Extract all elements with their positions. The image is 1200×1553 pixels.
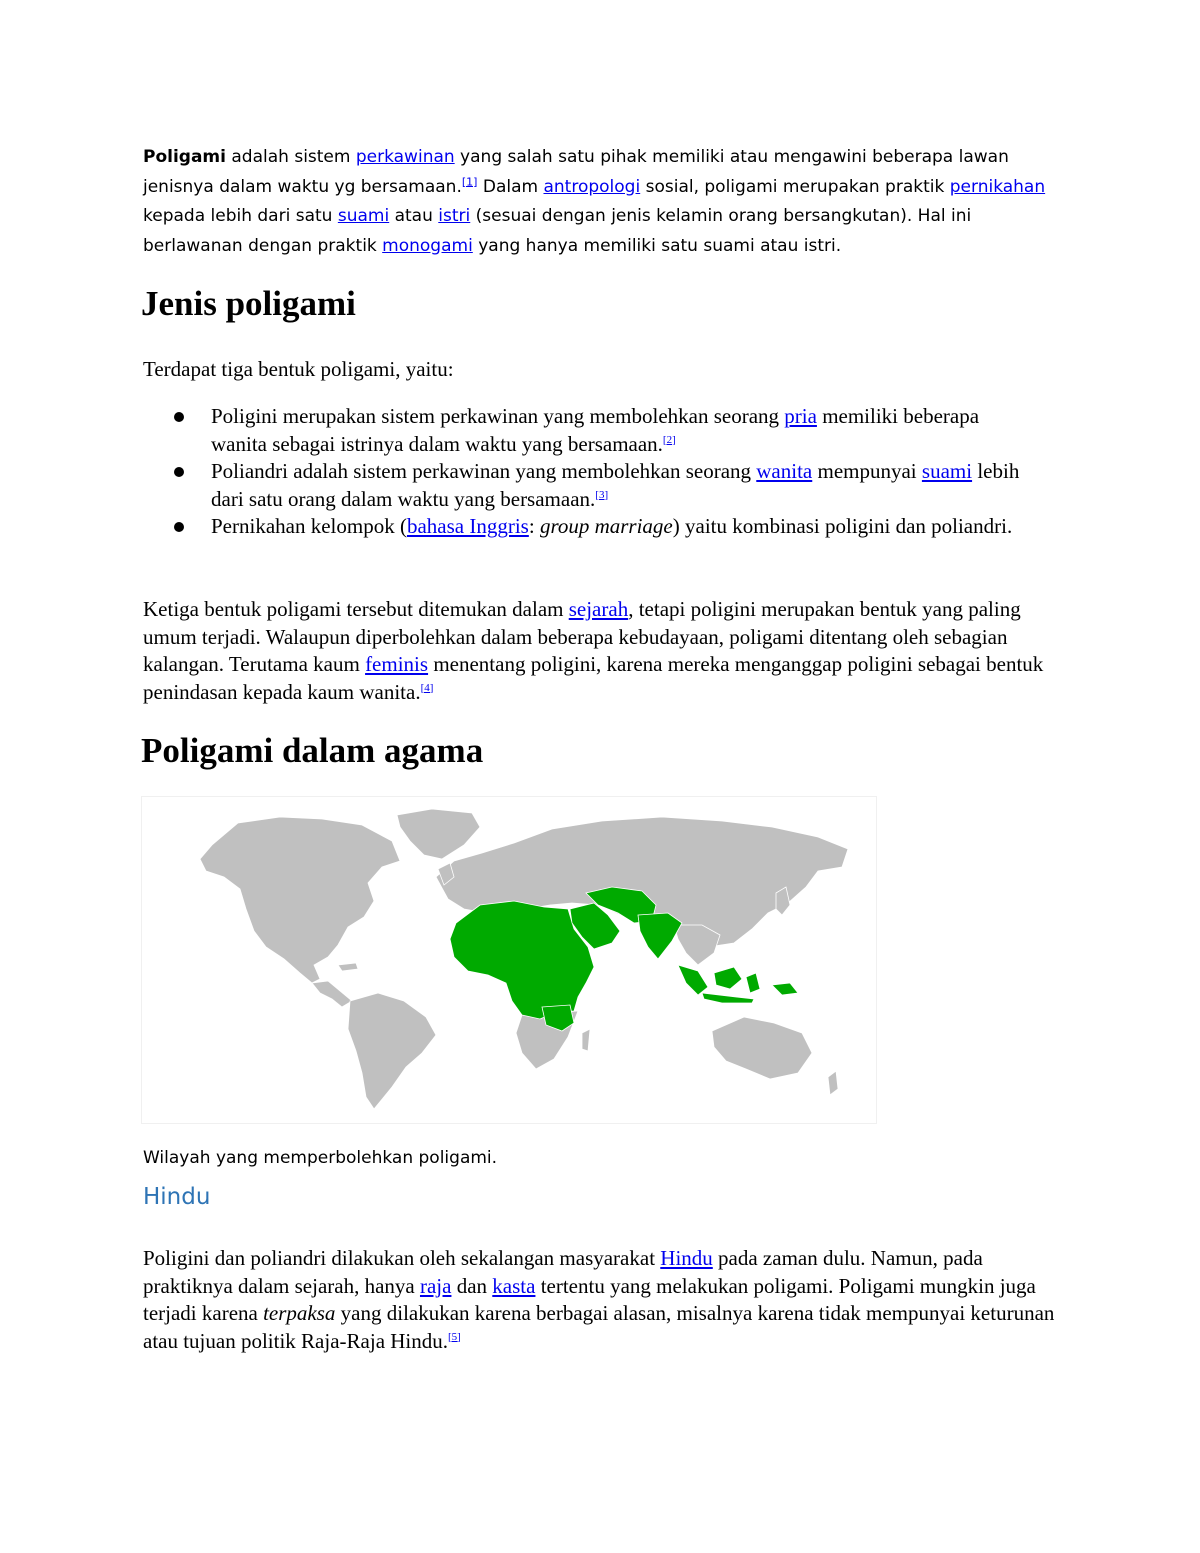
list-item (143, 458, 1023, 513)
intro-text: yang salah satu pihak memiliki atau mengawini beberapa lawan jenisnya dalam waktu yg bersamaan. (143, 147, 1009, 197)
list-text: Pernikahan kelompok ( (211, 514, 407, 538)
intro-text: kepada lebih dari satu (143, 206, 338, 226)
greenland-shape (397, 809, 480, 859)
indonesia-polygamy-shape (678, 965, 708, 995)
bullet-icon (174, 467, 184, 477)
intro-text: Dalam (477, 176, 544, 197)
list-item (143, 403, 1023, 458)
intro-text: yang hanya memiliki satu suami atau istri. (472, 235, 842, 256)
intro-bold-term: Poligami (143, 147, 226, 167)
link-antropologi[interactable]: antropologi (543, 176, 641, 197)
para-text: menentang poligini, karena mereka menganggap poligini sebagai bentuk penindasan kepada kaum wanita. (143, 652, 1044, 704)
link-perkawinan[interactable]: perkawinan (355, 147, 455, 167)
link-hindu[interactable]: Hindu (660, 1246, 713, 1270)
link-suami[interactable]: suami (337, 206, 390, 226)
list-text: Poliandri adalah sistem perkawinan yang membolehkan seorang (211, 459, 757, 483)
south-america-shape (348, 993, 436, 1109)
link-istri[interactable]: istri (438, 206, 471, 226)
ref-5-link[interactable]: [5] (448, 1330, 461, 1343)
italic-term: group marriage (539, 514, 673, 538)
link-feminis[interactable]: feminis (365, 652, 429, 676)
link-bahasa-inggris[interactable]: bahasa Inggris (406, 514, 529, 538)
ref-3-link[interactable]: [3] (595, 488, 609, 501)
italic-term: terpaksa (263, 1301, 336, 1325)
jenis-intro-paragraph: Terdapat tiga bentuk poligami, yaitu: (143, 357, 454, 381)
ketiga-paragraph (143, 596, 1073, 706)
link-pernikahan[interactable]: pernikahan (949, 176, 1046, 197)
intro-text: atau (389, 206, 439, 226)
list-text: lebih dari satu orang dalam waktu yang bersamaan. (211, 459, 1020, 511)
para-text: , tetapi poligini merupakan bentuk yang paling umum terjadi. Walaupun diperbolehkan dalam beberapa kebudayaan, poligami ditentang oleh sebagian kalangan. Terutama kaum (143, 597, 1021, 676)
intro-text: adalah sistem (225, 147, 356, 167)
world-map (142, 797, 876, 1123)
link-kasta[interactable]: kasta (492, 1273, 536, 1298)
list-text: : (528, 514, 540, 538)
list-text: ) yaitu kombinasi poligini dan poliandri. (672, 514, 1013, 538)
heading-jenis-poligami: Jenis poligami (141, 284, 356, 323)
ref-2-link[interactable]: [2] (662, 433, 676, 446)
para-text: yang dilakukan karena berbagai alasan, misalnya karena tidak mempunyai keturunan atau tujuan politik Raja-Raja Hindu. (143, 1301, 1055, 1353)
list-text: mempunyai (812, 459, 922, 483)
australia-shape (712, 1017, 812, 1079)
intro-text: (sesuai dengan jenis kelamin orang bersangkutan). Hal ini berlawanan dengan praktik (143, 206, 972, 256)
bullet-icon (174, 412, 184, 422)
list-text: memiliki beberapa wanita sebagai istrinya dalam waktu yang bersamaan. (211, 404, 980, 456)
para-text: dan (451, 1273, 493, 1298)
para-text: pada zaman dulu. Namun, pada praktiknya dalam sejarah, hanya (143, 1246, 983, 1298)
ref-1-link[interactable]: [1] (461, 174, 478, 188)
para-text: Poligini dan poliandri dilakukan oleh sekalangan masyarakat (143, 1246, 661, 1270)
bullet-icon (174, 522, 184, 532)
intro-text: sosial, poligami merupakan praktik (640, 176, 950, 197)
list-item (143, 513, 1023, 541)
heading-hindu: Hindu (143, 1184, 211, 1210)
list-text: Poligini merupakan sistem perkawinan yang membolehkan seorang (211, 404, 785, 428)
para-text: tertentu yang melakukan poligami. Poligami mungkin juga terjadi karena (143, 1273, 1036, 1325)
world-map-figure (141, 796, 877, 1124)
link-monogami[interactable]: monogami (382, 235, 473, 256)
heading-poligami-dalam-agama: Poligami dalam agama (141, 731, 484, 770)
link-sejarah[interactable]: sejarah (568, 597, 629, 621)
hindu-paragraph (143, 1245, 1073, 1355)
link-wanita[interactable]: wanita (756, 459, 813, 483)
link-raja[interactable]: raja (419, 1273, 452, 1298)
link-pria[interactable]: pria (784, 404, 817, 428)
india-polygamy-shape (638, 913, 682, 959)
para-text: Ketiga bentuk poligami tersebut ditemukan dalam (143, 597, 569, 621)
poligami-types-list (143, 403, 1023, 541)
north-america-shape (200, 817, 400, 983)
ref-4-link[interactable]: [4] (420, 681, 434, 694)
central-america-shape (312, 981, 352, 1007)
link-suami-2[interactable]: suami (921, 459, 973, 483)
map-caption: Wilayah yang memperbolehkan poligami. (143, 1148, 498, 1168)
intro-paragraph (143, 143, 1073, 261)
